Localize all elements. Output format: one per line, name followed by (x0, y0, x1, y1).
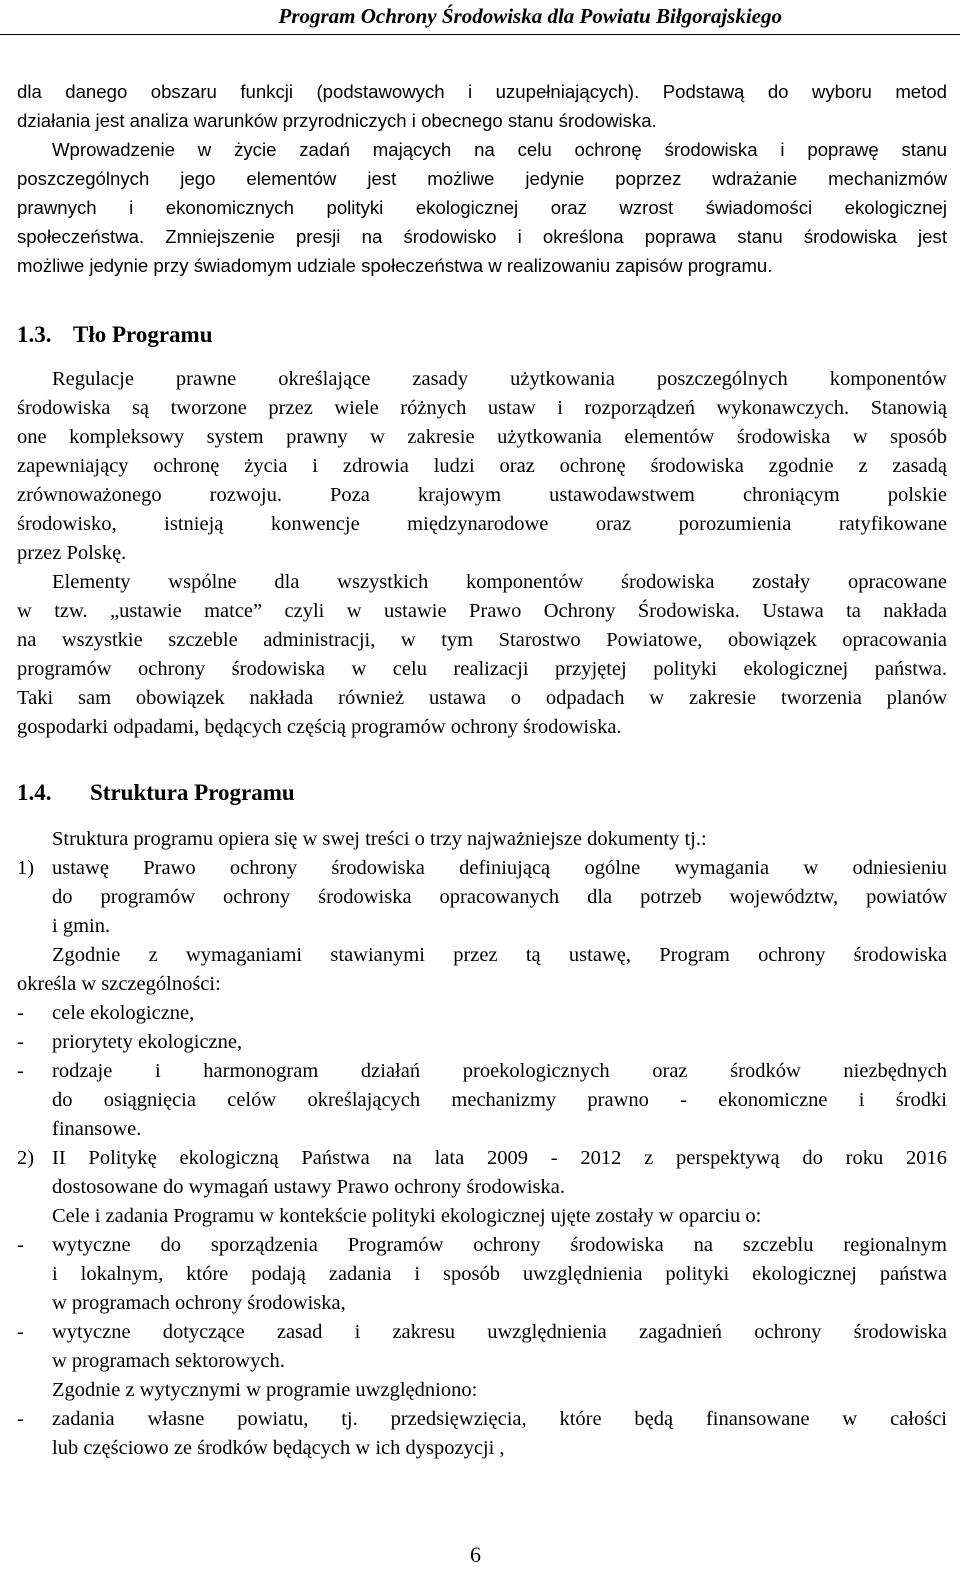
list-marker: - (17, 1408, 24, 1430)
intro-line: poszczególnych jego elementów jest możliwe jedynie poprzez wdrażanie mechanizmów (17, 168, 947, 189)
body-line: Elementy wspólne dla wszystkich komponentów środowiska zostały opracowane (52, 571, 947, 593)
list-item: do programów ochrony środowiska opracowanych dla potrzeb województw, powiatów (52, 886, 947, 908)
body-line: przez Polskę. (17, 542, 127, 564)
list-item: dostosowane do wymagań ustawy Prawo ochrony środowiska. (52, 1176, 565, 1198)
list-item: w programach ochrony środowiska, (52, 1292, 346, 1314)
body-line: zrównoważonego rozwoju. Poza krajowym ustawodawstwem chroniącym polskie (17, 484, 947, 506)
list-item: rodzaje i harmonogram działań proekologicznych oraz środków niezbędnych (52, 1060, 947, 1082)
section-title: Tło Programu (73, 322, 213, 347)
list-item: w programach sektorowych. (52, 1350, 285, 1372)
body-line: Taki sam obowiązek nakłada również ustawa o odpadach w zakresie tworzenia planów (17, 687, 947, 709)
section-title: Struktura Programu (90, 780, 295, 805)
intro-line: Wprowadzenie w życie zadań mających na celu ochronę środowiska i poprawę stanu (52, 139, 947, 160)
body-line: Cele i zadania Programu w kontekście polityki ekologicznej ujęte zostały w oparciu o: (52, 1205, 762, 1227)
list-item: lub częściowo ze środków będących w ich dyspozycji , (52, 1437, 505, 1459)
list-item: i lokalnym, które podają zadania i sposób uwzględnienia polityki ekologicznej państwa (52, 1263, 947, 1285)
intro-line: możliwe jedynie przy świadomym udziale społeczeństwa w realizowaniu zapisów programu. (17, 255, 773, 276)
body-line: gospodarki odpadami, będących częścią programów ochrony środowiska. (17, 716, 622, 738)
intro-line: dla danego obszaru funkcji (podstawowych i uzupełniających). Podstawą do wyboru metod (17, 81, 947, 102)
body-line: w tzw. „ustawie matce” czyli w ustawie Prawo Ochrony Środowiska. Ustawa ta nakłada (17, 600, 947, 622)
body-line: Zgodnie z wytycznymi w programie uwzględniono: (52, 1379, 478, 1401)
intro-line: prawnych i ekonomicznych polityki ekologicznej oraz wzrost świadomości ekologicznej (17, 197, 947, 218)
page-header (0, 0, 960, 35)
body-line: określa w szczególności: (17, 973, 221, 995)
intro-line: działania jest analiza warunków przyrodniczych i obecnego stanu środowiska. (17, 110, 657, 131)
body-line: one kompleksowy system prawny w zakresie użytkowania elementów środowiska w sposób (17, 426, 947, 448)
list-marker: 2) (17, 1147, 35, 1169)
list-marker: - (17, 1321, 24, 1343)
section-number: 1.3. (17, 322, 52, 347)
intro-line: społeczeństwa. Zmniejszenie presji na środowisko i określona poprawa stanu środowiska jest (17, 226, 947, 247)
list-item: ustawę Prawo ochrony środowiska definiującą ogólne wymagania w odniesieniu (52, 857, 947, 879)
list-item: finansowe. (52, 1118, 142, 1140)
list-marker: - (17, 1002, 24, 1024)
page-number: 6 (470, 1542, 481, 1567)
list-marker: - (17, 1031, 24, 1053)
body-line: środowisko, istnieją konwencje międzynarodowe oraz porozumienia ratyfikowane (17, 513, 947, 535)
list-item: do osiągnięcia celów określających mechanizmy prawno - ekonomiczne i środki (52, 1089, 947, 1111)
list-item: wytyczne do sporządzenia Programów ochrony środowiska na szczeblu regionalnym (52, 1234, 947, 1256)
list-item: i gmin. (52, 915, 111, 937)
body-line: Zgodnie z wymaganiami stawianymi przez tą ustawę, Program ochrony środowiska (52, 944, 947, 966)
list-item: priorytety ekologiczne, (52, 1031, 243, 1053)
list-item: II Politykę ekologiczną Państwa na lata 2009 - 2012 z perspektywą do roku 2016 (52, 1147, 947, 1169)
list-item: cele ekologiczne, (52, 1002, 195, 1024)
list-marker: 1) (17, 857, 35, 879)
list-item: wytyczne dotyczące zasad i zakresu uwzględnienia zagadnień ochrony środowiska (52, 1321, 947, 1343)
body-line: na wszystkie szczeble administracji, w tym Starostwo Powiatowe, obowiązek opracowania (17, 629, 947, 651)
section-number: 1.4. (17, 780, 52, 805)
list-marker: - (17, 1234, 24, 1256)
body-line: Struktura programu opiera się w swej treści o trzy najważniejsze dokumenty tj.: (52, 828, 707, 850)
header-title: Program Ochrony Środowiska dla Powiatu Biłgorajskiego (278, 4, 782, 28)
body-line: środowiska są tworzone przez wiele różnych ustaw i rozporządzeń wykonawczych. Stanowią (17, 397, 947, 419)
list-marker: - (17, 1060, 24, 1082)
body-line: Regulacje prawne określające zasady użytkowania poszczególnych komponentów (52, 368, 947, 390)
body-line: programów ochrony środowiska w celu realizacji przyjętej polityki ekologicznej państwa. (17, 658, 947, 680)
body-line: zapewniający ochronę życia i zdrowia ludzi oraz ochronę środowiska zgodnie z zasadą (17, 455, 947, 477)
list-item: zadania własne powiatu, tj. przedsięwzięcia, które będą finansowane w całości (52, 1408, 947, 1430)
